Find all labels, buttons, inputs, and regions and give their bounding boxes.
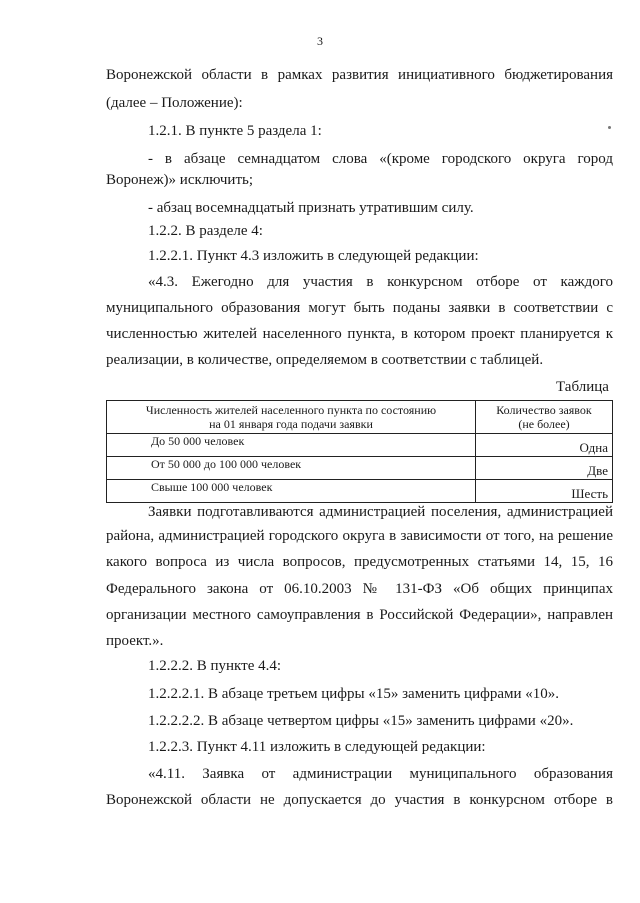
paragraph-line: - в абзаце семнадцатом слова «(кроме городского округа город	[148, 151, 613, 167]
paragraph-line: Воронежской области в рамках развития инициативного бюджетирования	[106, 67, 613, 83]
scan-speck	[608, 126, 611, 129]
paragraph-line: 1.2.2.2.2. В абзаце четвертом цифры «15» заменить цифрами «20».	[148, 713, 574, 729]
paragraph-line: 1.2.2.1. Пункт 4.3 изложить в следующей редакции:	[148, 248, 479, 264]
paragraph-line: (далее – Положение):	[106, 95, 243, 111]
population-cell: Свыше 100 000 человек	[107, 480, 476, 503]
paragraph-line: Заявки подготавливаются администрацией поселения, администрацией	[148, 504, 613, 520]
paragraph-line: 1.2.2.2.1. В абзаце третьем цифры «15» заменить цифрами «10».	[148, 686, 559, 702]
paragraph-line: района, администрацией городского округа в зависимости от того, на решение	[106, 528, 613, 544]
paragraph-line: 1.2.2.3. Пункт 4.11 изложить в следующей редакции:	[148, 739, 486, 755]
paragraph-line: Федерального закона от 06.10.2003 № 131-ФЗ «Об общих принципах	[106, 581, 613, 597]
paragraph-line: «4.11. Заявка от администрации муниципального образования	[148, 766, 613, 782]
count-cell: Одна	[476, 434, 613, 457]
table-caption: Таблица	[556, 379, 609, 395]
header-col1-line1: Численность жителей населенного пункта по состоянию	[145, 403, 437, 417]
count-cell: Шесть	[476, 480, 613, 503]
population-cell: До 50 000 человек	[107, 434, 476, 457]
paragraph-line: Воронеж)» исключить;	[106, 172, 254, 188]
page-number: 3	[317, 34, 323, 48]
table-row	[107, 457, 613, 480]
paragraph-line: проект.».	[106, 633, 164, 649]
paragraph-line: 1.2.2.2. В пункте 4.4:	[148, 658, 282, 674]
table-row	[107, 434, 613, 457]
table-header-cell	[476, 401, 613, 434]
population-cell: От 50 000 до 100 000 человек	[107, 457, 476, 480]
header-col2-line2: (не более)	[518, 417, 570, 431]
table-row	[107, 480, 613, 503]
table-header-cell	[107, 401, 476, 434]
paragraph-line: Воронежской области не допускается до участия в конкурсном отборе в	[106, 792, 613, 808]
paragraph-line: какого вопроса из числа вопросов, предусмотренных статьями 14, 15, 16	[106, 554, 613, 570]
paragraph-line: 1.2.2. В разделе 4:	[148, 223, 263, 239]
paragraph-line: 1.2.1. В пункте 5 раздела 1:	[148, 123, 322, 139]
header-col1-line2: на 01 января года подачи заявки	[209, 417, 373, 431]
paragraph-line: муниципального образования могут быть поданы заявки в соответствии с	[106, 300, 613, 316]
paragraph-line: организации местного самоуправления в Российской Федерации», направлен	[106, 607, 613, 623]
paragraph-line: «4.3. Ежегодно для участия в конкурсном отборе от каждого	[148, 274, 613, 290]
header-col2-line1: Количество заявок	[496, 403, 592, 417]
applications-table	[106, 400, 613, 503]
paragraph-line: численностью жителей населенного пункта, в котором проект планируется к	[106, 326, 613, 342]
paragraph-line: - абзац восемнадцатый признать утратившим силу.	[148, 200, 474, 216]
count-cell: Две	[476, 457, 613, 480]
paragraph-line: реализации, в количестве, определяемом в соответствии с таблицей.	[106, 352, 544, 368]
table-header-row	[107, 401, 613, 434]
